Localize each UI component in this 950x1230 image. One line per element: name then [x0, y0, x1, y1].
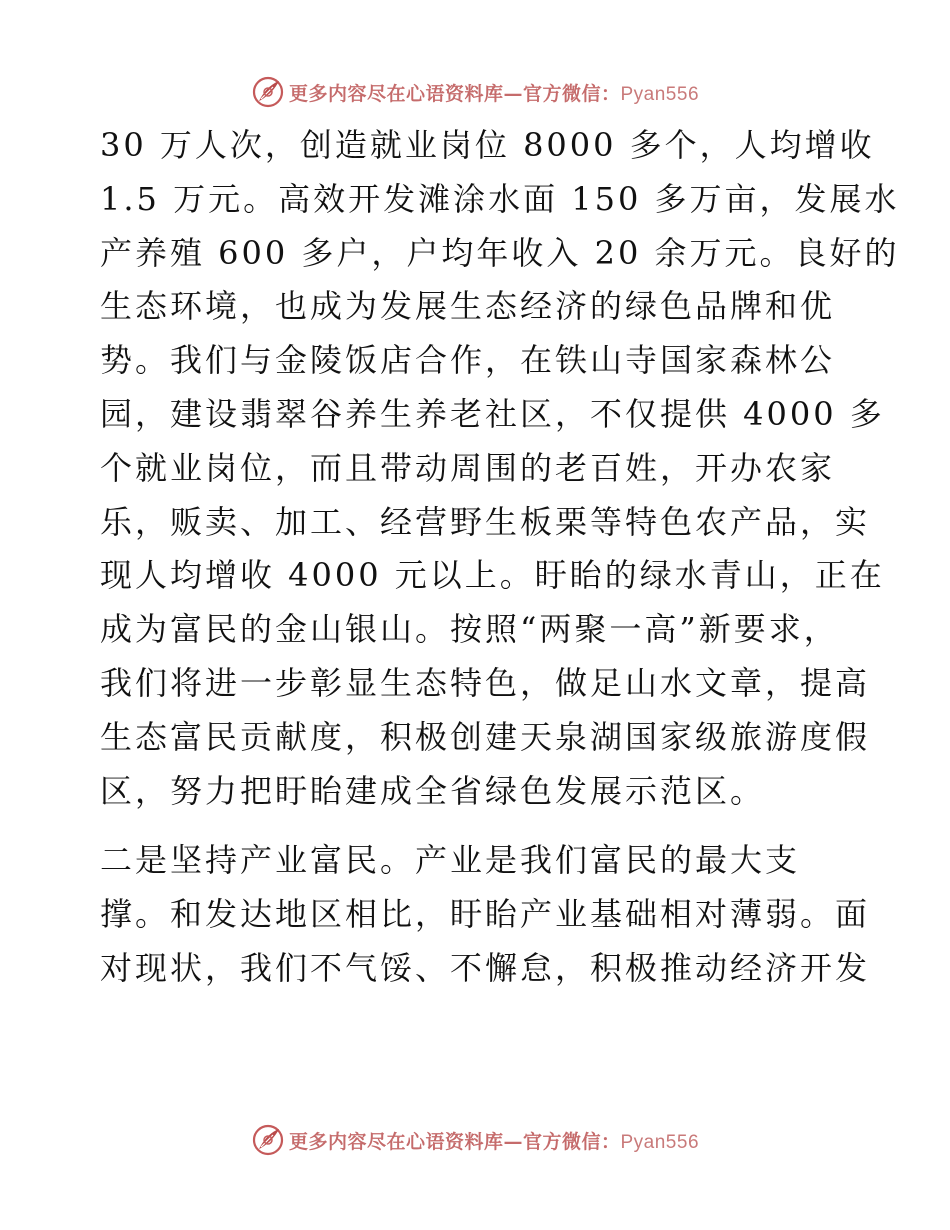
- text-line: 成为富民的金山银山。按照“两聚一高”新要求，: [100, 610, 839, 649]
- text-line: 撑。和发达地区相比，盱眙产业基础相对薄弱。面: [100, 895, 871, 934]
- text-line: 1.5 万元。高效开发滩涂水面 150 多万亩，发展水: [100, 179, 900, 218]
- paragraph-1: [100, 119, 900, 818]
- banner-text: 更多内容尽在心语资料库—官方微信：Pyan556: [288, 1130, 700, 1153]
- text-line: 势。我们与金陵饭店合作，在铁山寺国家森林公: [100, 341, 836, 380]
- paragraph-2: [100, 834, 871, 995]
- footer-banner: [0, 1118, 950, 1162]
- text-line: 生态环境，也成为发展生态经济的绿色品牌和优: [100, 287, 836, 326]
- text-line: 对现状，我们不气馁、不懈怠，积极推动经济开发: [100, 948, 871, 987]
- text-line: 园，建设翡翠谷养生养老社区，不仅提供 4000 多: [100, 394, 885, 433]
- wechat-id: Pyan556: [620, 83, 700, 105]
- text-line: 产养殖 600 多户，户均年收入 20 余万元。良好的: [100, 233, 900, 272]
- header-banner: [0, 70, 950, 114]
- red-quill-logo-icon: [251, 1123, 285, 1157]
- text-line: 我们将进一步彰显生态特色，做足山水文章，提高: [100, 663, 871, 702]
- text-line: 乐，贩卖、加工、经营野生板栗等特色农产品，实: [100, 502, 871, 541]
- red-quill-logo-icon: [251, 75, 285, 109]
- wechat-id: Pyan556: [620, 1131, 700, 1153]
- document-body: [100, 119, 900, 996]
- banner-text: 更多内容尽在心语资料库—官方微信：Pyan556: [288, 82, 700, 105]
- text-line: 区，努力把盱眙建成全省绿色发展示范区。: [100, 771, 766, 810]
- text-line: 现人均增收 4000 元以上。盱眙的绿水青山，正在: [100, 556, 885, 595]
- text-line: 个就业岗位，而且带动周围的老百姓，开办农家: [100, 448, 836, 487]
- text-line: 生态富民贡献度，积极创建天泉湖国家级旅游度假: [100, 717, 871, 756]
- text-line: 30 万人次，创造就业岗位 8000 多个，人均增收: [100, 126, 875, 164]
- text-line: 二是坚持产业富民。产业是我们富民的最大支: [100, 841, 801, 880]
